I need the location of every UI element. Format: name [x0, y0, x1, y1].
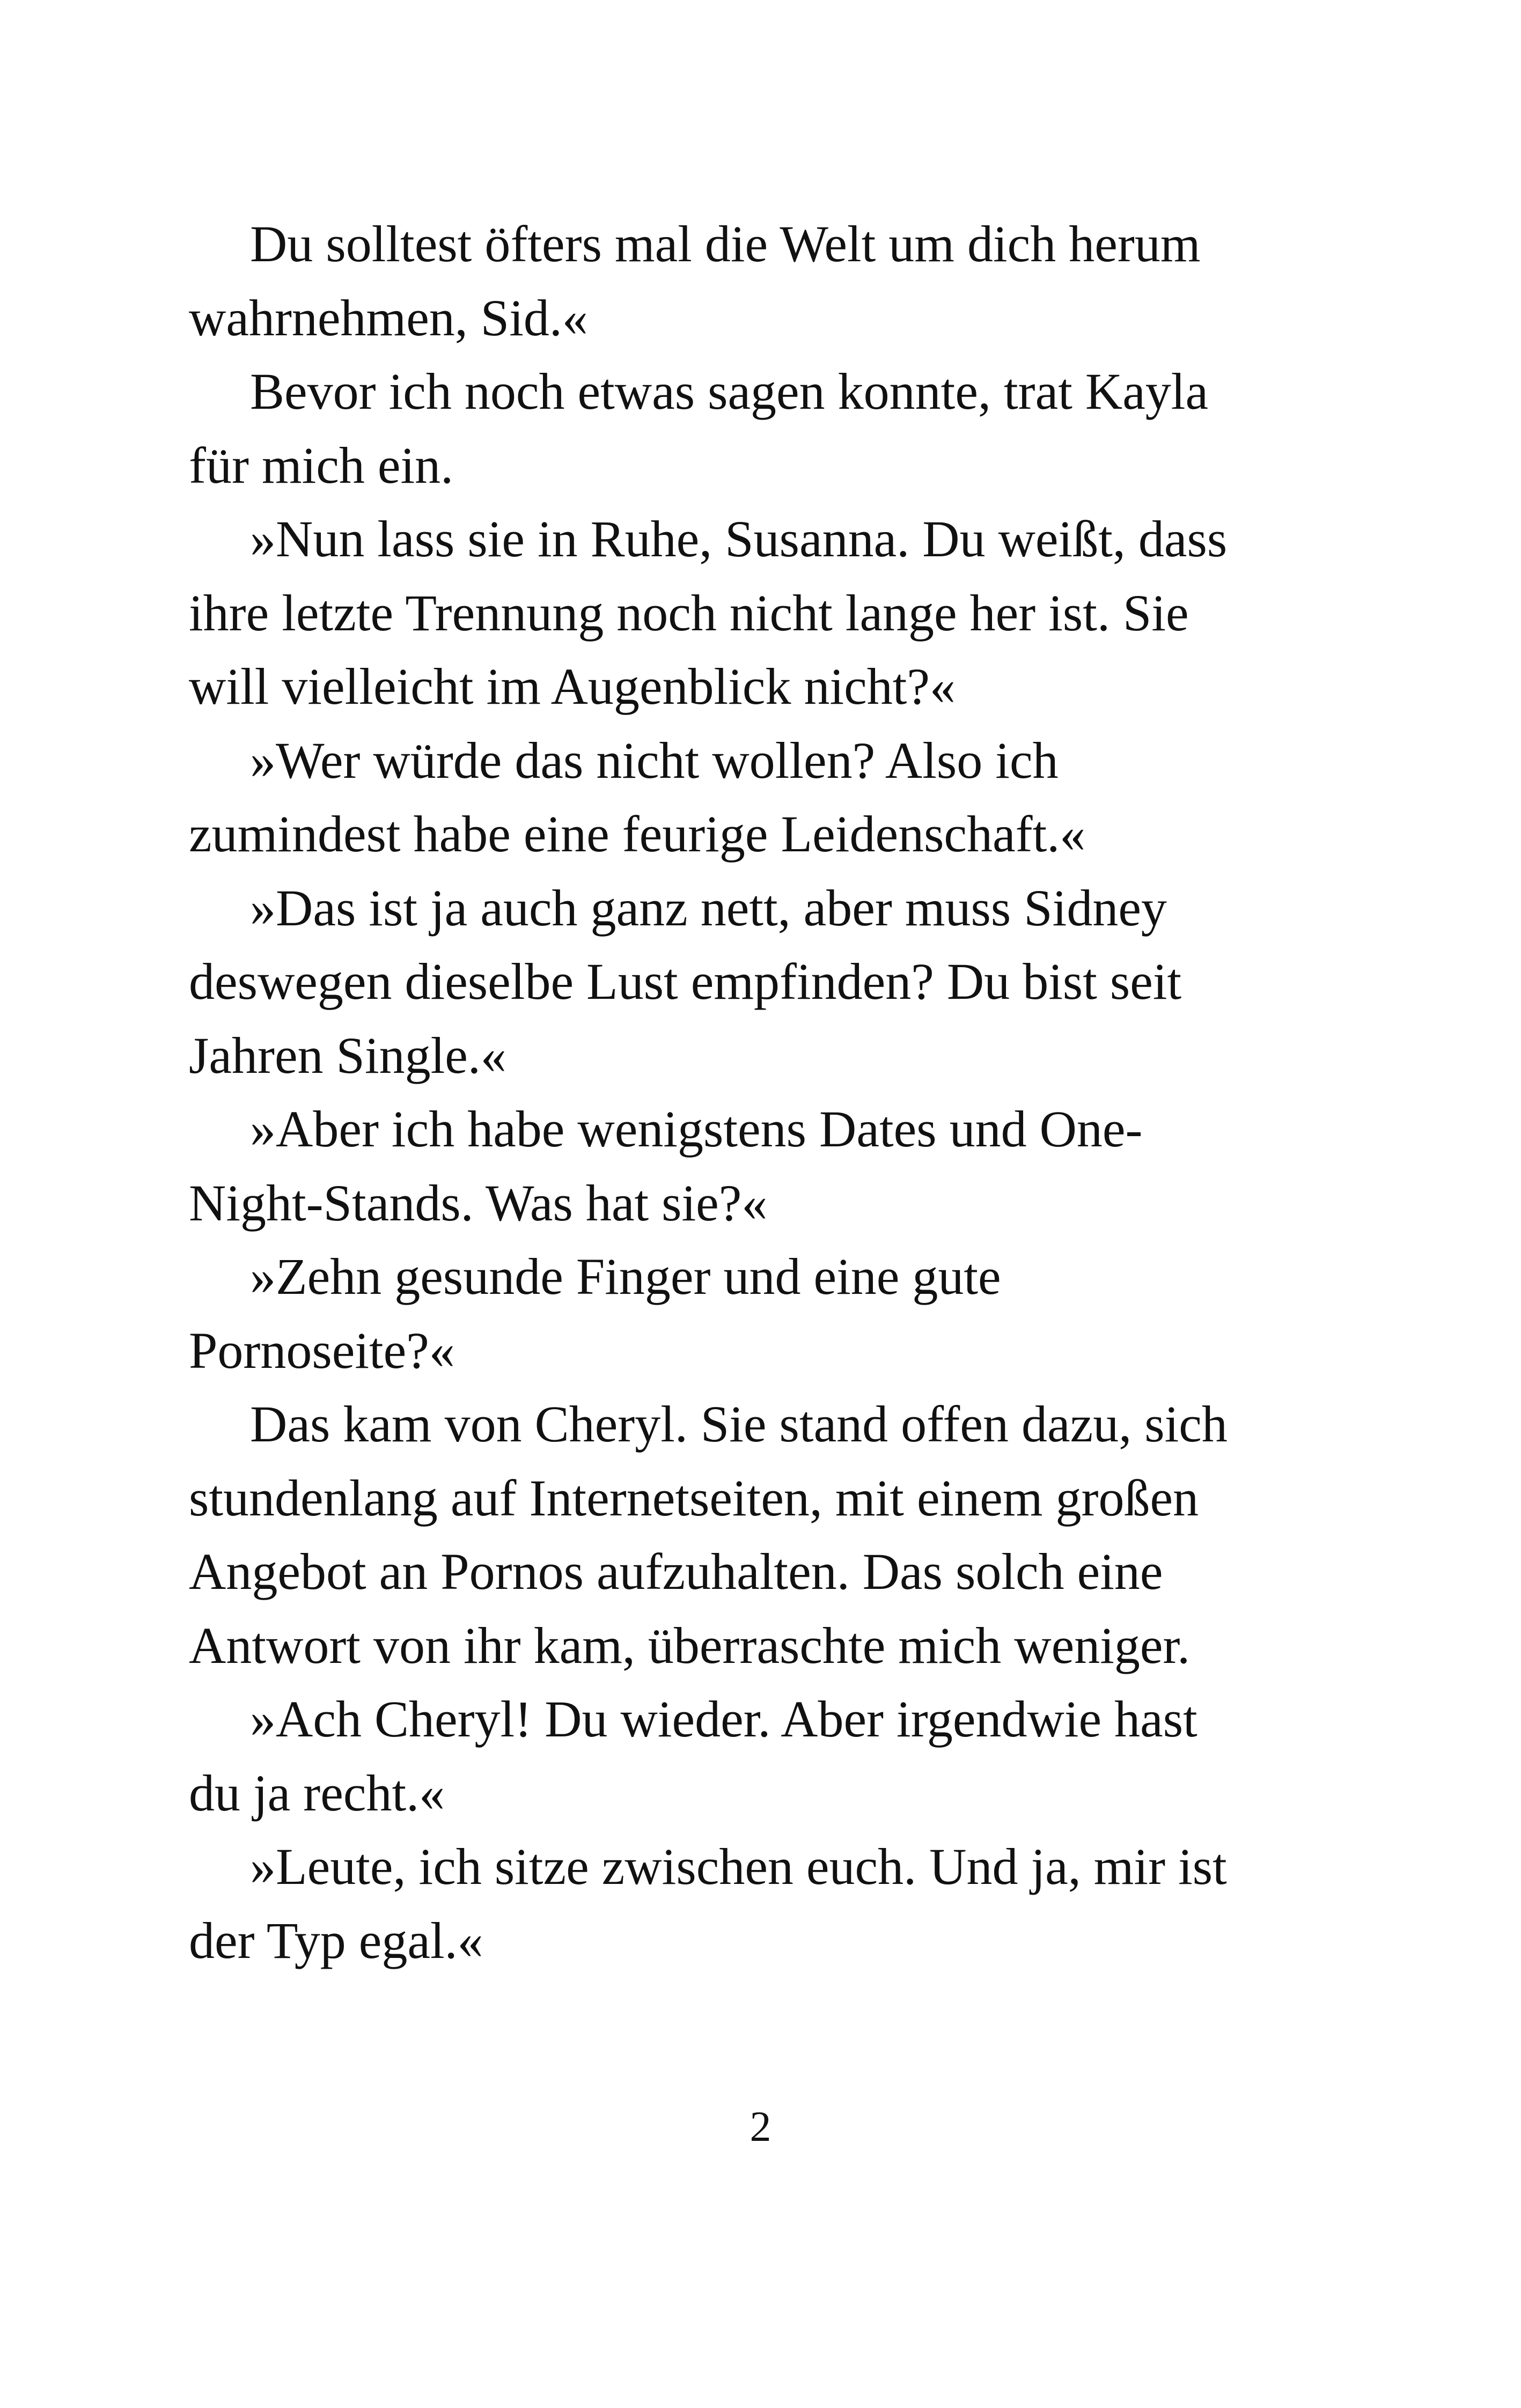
text-line: deswegen dieselbe Lust empfinden? Du bist seit [189, 953, 1182, 1010]
text-line: »Ach Cheryl! Du wieder. Aber irgendwie hast [250, 1690, 1197, 1748]
body-text [189, 207, 1294, 1977]
text-line: wahrnehmen, Sid.« [189, 289, 588, 347]
text-line: für mich ein. [189, 436, 454, 494]
text-line: Antwort von ihr kam, überraschte mich weniger. [189, 1616, 1191, 1674]
text-line: stundenlang auf Internetseiten, mit einem großen [189, 1469, 1199, 1527]
text-line: du ja recht.« [189, 1764, 445, 1822]
text-line: »Zehn gesunde Finger und eine gute [250, 1248, 1001, 1305]
text-line: »Aber ich habe wenigstens Dates und One- [250, 1100, 1143, 1158]
text-line: »Leute, ich sitze zwischen euch. Und ja, mir ist [250, 1838, 1227, 1895]
text-line: zumindest habe eine feurige Leidenschaft.« [189, 805, 1086, 863]
text-line: Bevor ich noch etwas sagen konnte, trat Kayla [250, 363, 1209, 420]
text-line: »Nun lass sie in Ruhe, Susanna. Du weißt, dass [250, 510, 1228, 568]
text-line: »Das ist ja auch ganz nett, aber muss Sidney [250, 879, 1167, 937]
text-line: ihre letzte Trennung noch nicht lange her ist. Sie [189, 584, 1189, 642]
text-line: Jahren Single.« [189, 1026, 506, 1084]
page-number: 2 [750, 2103, 771, 2151]
text-line: will vielleicht im Augenblick nicht?« [189, 658, 956, 715]
text-line: der Typ egal.« [189, 1911, 483, 1969]
text-line: Das kam von Cheryl. Sie stand offen dazu, sich [250, 1395, 1228, 1453]
text-line: »Wer würde das nicht wollen? Also ich [250, 731, 1059, 789]
text-line: Du solltest öfters mal die Welt um dich herum [250, 215, 1201, 273]
text-line: Angebot an Pornos aufzuhalten. Das solch eine [189, 1543, 1163, 1600]
text-line: Night-Stands. Was hat sie?« [189, 1174, 768, 1232]
text-line: Pornoseite?« [189, 1321, 455, 1379]
